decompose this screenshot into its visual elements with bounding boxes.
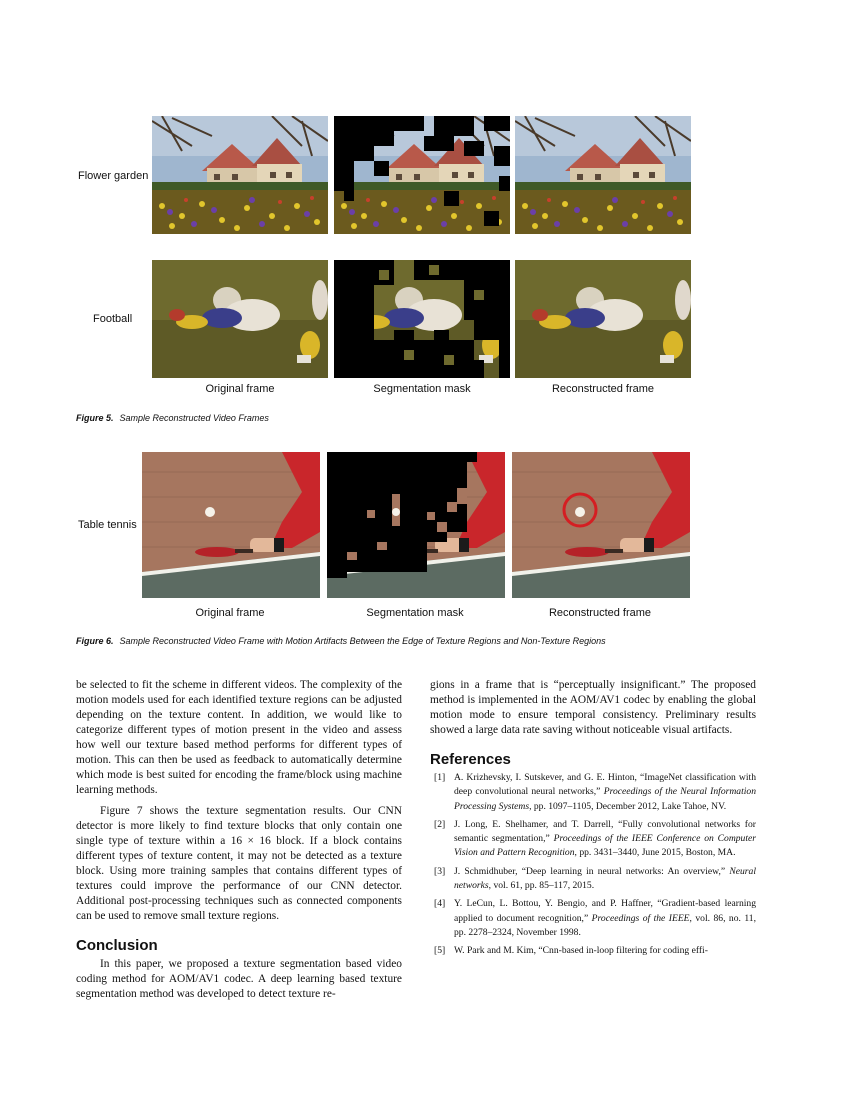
reference-2-venue: Proceedings of the IEEE Conference on Computer Vision and Pattern Recognition: [454, 833, 756, 859]
football-original-frame: [152, 260, 328, 378]
figure6-caption-label: Figure 6.: [76, 636, 114, 646]
reference-4-text: Y. LeCun, L. Bottou, Y. Bengio, and P. Haffner, “Gradient-based learning applied to document recognition,”: [454, 898, 756, 924]
left-paragraph-1: be selected to fit the scheme in different videos. The complexity of the motion models used for each identified texture regions can be adjusted depending on the texture content. In addition, we would like to categorize different types of motion present in the video and assess how well our texture based method performs for different types of motion. This can then be used as feedback to automatically determine which mode is best suited for encoding the frame/block using machine learning methods.: [76, 679, 402, 796]
right-paragraph-1: gions in a frame that is “perceptually insignificant.” The proposed method is implemented in the AOM/AV1 codec by enabling the global motion mode to ensure temporal consistency. Preliminary results showed a large data rate saving without noticeable visual artifacts.: [430, 679, 756, 736]
figure5-row-label-flower-garden: Flower garden: [78, 170, 149, 182]
right-column: [430, 678, 756, 963]
reference-5-text: W. Park and M. Kim, “Cnn-based in-loop filtering for coding effi-: [454, 945, 708, 957]
reference-2-details: , pp. 3431–3440, June 2015, Boston, MA.: [574, 847, 736, 859]
reference-2-number: [2]: [434, 818, 446, 830]
flower-garden-segmentation-mask: [334, 116, 510, 234]
reference-3: [430, 865, 756, 894]
table-tennis-reconstructed-frame: [512, 452, 690, 598]
reference-1: [430, 771, 756, 814]
table-tennis-segmentation-mask: [327, 452, 505, 598]
reference-2-text: J. Long, E. Shelhamer, and T. Darrell, “Fully convolutional networks for semantic segmentation,”: [454, 818, 756, 845]
reference-3-venue: Neural networks: [454, 865, 756, 892]
reference-4-venue: Proceedings of the IEEE: [591, 912, 690, 924]
figure6-caption: [76, 636, 606, 646]
figure5-row-label-football: Football: [93, 313, 133, 325]
reference-4-number: [4]: [434, 898, 446, 910]
figure5-column-label-reconstructed: Reconstructed frame: [551, 383, 655, 395]
figure6-column-label-reconstructed: Reconstructed frame: [548, 607, 652, 619]
football-reconstructed-frame: [515, 260, 691, 378]
reference-3-details: , vol. 61, pp. 85–117, 2015.: [488, 880, 595, 892]
conclusion-heading: Conclusion: [76, 937, 158, 954]
flower-garden-reconstructed-frame: [515, 116, 691, 234]
reference-3-number: [3]: [434, 865, 446, 877]
figure6-column-label-original: Original frame: [195, 607, 265, 619]
figure5-column-label-original: Original frame: [205, 383, 275, 395]
reference-1-details: , pp. 1097–1105, December 2012, Lake Tahoe, NV.: [529, 800, 727, 812]
football-segmentation-mask: [334, 260, 510, 378]
reference-5-number: [5]: [434, 945, 446, 957]
conclusion-paragraph: In this paper, we proposed a texture segmentation based video coding method for AOM/AV1 codec. A deep learning based texture segmentation method was developed to detect texture re-: [76, 958, 402, 1000]
figure5-caption: [76, 413, 269, 423]
figure6-caption-text: Sample Reconstructed Video Frame with Motion Artifacts Between the Edge of Texture Regions and Non-Texture Regions: [119, 636, 606, 646]
figure6-row-label-table-tennis: Table tennis: [78, 519, 137, 531]
left-column: [76, 678, 402, 1002]
reference-4-details: , vol. 86, no. 11, pp. 2278–2324, November 1998.: [454, 912, 756, 938]
table-tennis-original-frame: [142, 452, 320, 598]
figure6-column-label-mask: Segmentation mask: [366, 607, 464, 619]
reference-4: [430, 897, 756, 940]
reference-2: [430, 818, 756, 861]
reference-1-text: A. Krizhevsky, I. Sutskever, and G. E. Hinton, “ImageNet classification with deep convolutional neural networks,”: [454, 772, 756, 798]
left-paragraph-2: Figure 7 shows the texture segmentation results. Our CNN detector is more likely to find texture blocks that only contain one single type of texture within a 16 × 16 block. If a block contains different types of texture content, it may not be detected as a texture block. Using more training samples that contains different types of textures could improve the performance of our CNN detector. Additional post-processing techniques such as connected components can be used to remove small texture regions.: [76, 805, 402, 922]
figure5-caption-label: Figure 5.: [76, 413, 114, 423]
flower-garden-original-frame: [152, 116, 328, 234]
reference-1-number: [1]: [434, 772, 446, 783]
reference-3-text: J. Schmidhuber, “Deep learning in neural networks: An overview,”: [454, 865, 730, 877]
figure5-column-label-mask: Segmentation mask: [373, 383, 471, 395]
references-heading: References: [430, 751, 511, 768]
reference-1-venue: Proceedings of the Neural Information Processing Systems: [454, 786, 756, 812]
reference-5: [430, 944, 756, 958]
figure5-caption-text: Sample Reconstructed Video Frames: [119, 413, 269, 423]
